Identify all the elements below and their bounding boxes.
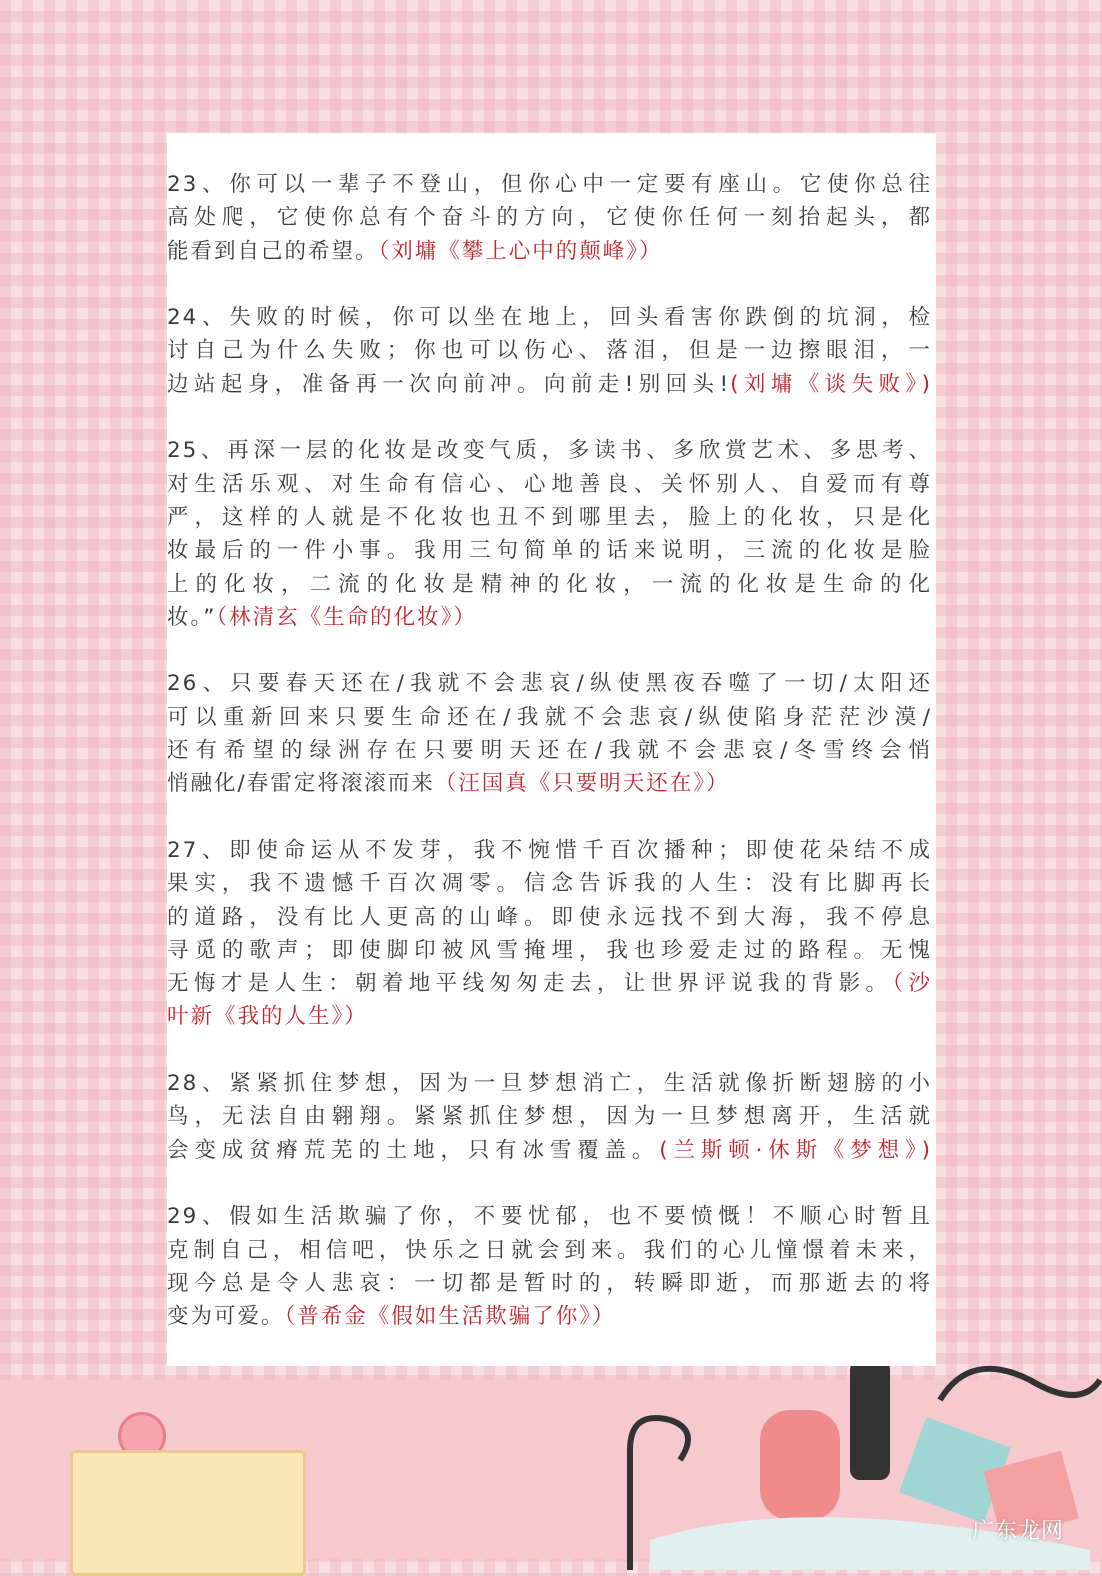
- quote-citation: （沙: [892, 971, 932, 997]
- quote-line: [167, 501, 932, 534]
- quote-line: [167, 201, 932, 234]
- quote-paragraph: [167, 667, 932, 800]
- quote-line: [167, 334, 932, 367]
- quote-text: 对生活乐观、对生命有信心、心地善良、关怀别人、自爱而有尊: [167, 471, 932, 497]
- quote-text: 无悔才是人生：朝着地平线匆匆走去，让世界评说我的背影。: [167, 971, 893, 997]
- quote-text: 能看到自己的希望。: [167, 238, 379, 264]
- quote-line: [167, 1267, 932, 1300]
- quote-text: 边站起身，准备再一次向前冲。向前走!别回头!: [167, 371, 731, 397]
- quote-citation: (兰斯顿·休斯《梦想》): [659, 1137, 932, 1163]
- watermark-logo: 广东龙网: [971, 1519, 1064, 1544]
- quote-card: [167, 133, 936, 1366]
- quote-paragraph: [167, 168, 932, 268]
- quote-citation: （林清玄《生命的化妆》）: [216, 604, 477, 630]
- quote-text: 23、你可以一辈子不登山，但你心中一定要有座山。它使你总往: [167, 172, 932, 197]
- quote-text: 29、假如生活欺骗了你，不要忧郁，也不要愤慨！不顺心时暂且: [167, 1204, 932, 1230]
- quote-text: 克制自己，相信吧，快乐之日就会到来。我们的心儿憧憬着未来，: [167, 1237, 932, 1263]
- quote-paragraph: [167, 301, 932, 401]
- quote-paragraph: [167, 1200, 932, 1333]
- quote-text: 妆。”: [167, 604, 217, 630]
- quote-text: 讨自己为什么失败；你也可以伤心、落泪，但是一边擦眼泪，一: [167, 338, 932, 364]
- dresser-illustration: [70, 1450, 306, 1576]
- quote-line: [167, 867, 932, 900]
- quote-text: 高处爬，它使你总有个奋斗的方向，它使你任何一刻抬起头，都: [167, 205, 932, 231]
- quote-text: 27、即使命运从不发芽，我不惋惜千百次播种；即使花朵结不成: [167, 837, 932, 863]
- quote-line: [167, 767, 932, 800]
- quote-text: 变为可爱。: [167, 1304, 285, 1330]
- quote-line: [167, 1234, 932, 1267]
- quote-text: 26、只要春天还在/我就不会悲哀/纵使黑夜吞噬了一切/太阳还: [167, 671, 932, 697]
- quote-citation: （刘墉《攀上心中的颠峰》）: [378, 238, 663, 264]
- quote-text: 悄融化/春雷定将滚滚而来: [167, 771, 435, 797]
- quote-line: [167, 468, 932, 501]
- quote-line: [167, 901, 932, 934]
- quote-text: 严，这样的人就是不化妆也丑不到哪里去，脸上的化妆，只是化: [167, 504, 932, 530]
- quote-text: 现今总是令人悲哀：一切都是暂时的，转瞬即逝，而那逝去的将: [167, 1270, 932, 1296]
- quote-text: 鸟，无法自由翱翔。紧紧抓住梦想，因为一旦梦想离开，生活就: [167, 1104, 932, 1130]
- quote-line: [167, 235, 932, 268]
- quote-citation: （汪国真《只要明天还在》）: [434, 771, 730, 797]
- quote-paragraph: [167, 434, 932, 634]
- quote-line: [167, 534, 932, 567]
- quote-line: [167, 1100, 932, 1133]
- quote-text: 可以重新回来只要生命还在/我就不会悲哀/纵使陷身茫茫沙漠/: [167, 704, 932, 730]
- quote-text: 还有希望的绿洲存在只要明天还在/我就不会悲哀/冬雪终会悄: [167, 738, 932, 764]
- quote-line: [167, 368, 932, 401]
- quote-text: 会变成贫瘠荒芜的土地，只有冰雪覆盖。: [167, 1137, 660, 1163]
- quote-text: 28、紧紧抓住梦想，因为一旦梦想消亡，生活就像折断翅膀的小: [167, 1071, 932, 1097]
- quote-line: [167, 967, 932, 1000]
- quote-text: 寻觅的歌声；即使脚印被风雪掩埋，我也珍爱走过的路程。无愧: [167, 937, 932, 963]
- quote-line: [167, 834, 932, 867]
- quote-text: 妆最后的一件小事。我用三句简单的话来说明，三流的化妆是脸: [167, 538, 932, 564]
- quote-line: [167, 667, 932, 700]
- quote-citation: （普希金《假如生活欺骗了你》）: [284, 1304, 616, 1330]
- quote-line: [167, 568, 932, 601]
- quote-text: 的道路，没有比人更高的山峰。即使永远找不到大海，我不停息: [167, 904, 932, 930]
- quote-paragraph: [167, 834, 932, 1034]
- quote-text: 25、再深一层的化妆是改变气质，多读书、多欣赏艺术、多思考、: [167, 438, 932, 464]
- quote-text: 上的化妆，二流的化妆是精神的化妆，一流的化妆是生命的化: [167, 571, 932, 597]
- quote-paragraph: [167, 1067, 932, 1167]
- quote-text: 果实，我不遗憾千百次凋零。信念告诉我的人生：没有比脚再长: [167, 871, 932, 897]
- quote-line: [167, 601, 932, 634]
- quote-line: [167, 434, 932, 467]
- quote-line: [167, 301, 932, 334]
- quote-citation: (刘墉《谈失败》): [730, 371, 932, 397]
- quote-line: [167, 1134, 932, 1167]
- quote-line: [167, 1300, 932, 1333]
- quote-line: [167, 934, 932, 967]
- quote-line: [167, 1067, 932, 1100]
- quote-line: [167, 734, 932, 767]
- quote-line: [167, 168, 932, 201]
- quote-text: 24、失败的时候，你可以坐在地上，回头看害你跌倒的坑洞，检: [167, 305, 932, 331]
- quote-line: [167, 1200, 932, 1233]
- quote-line: [167, 1000, 932, 1033]
- quote-citation: 叶新《我的人生》）: [167, 1004, 368, 1030]
- quote-line: [167, 701, 932, 734]
